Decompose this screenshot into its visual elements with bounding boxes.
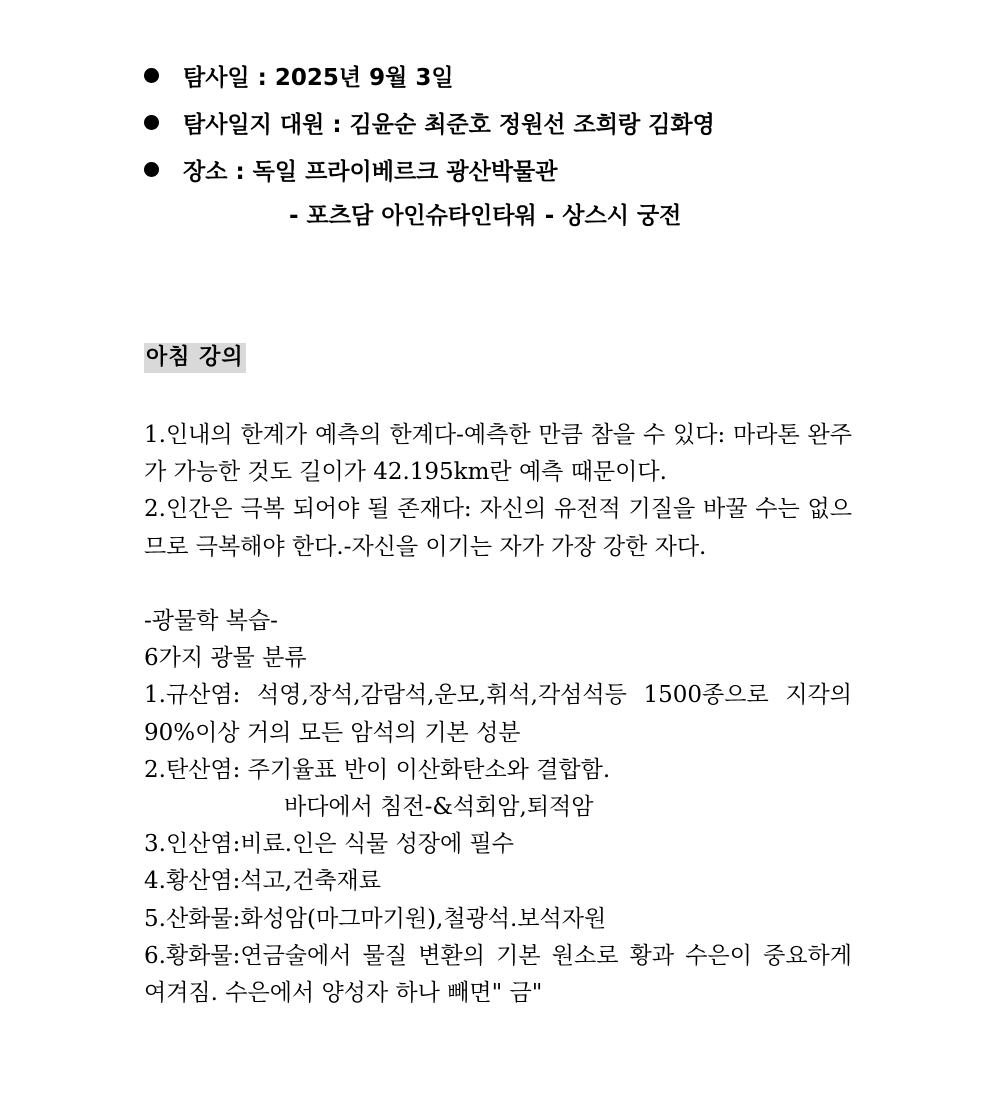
expedition-members-item [144,99,864,146]
expedition-date: 탐사일 : 2025년 9월 3일 [183,65,454,91]
mineral-class-3: 3.인산염:비료.인은 식물 성장에 필수 [144,831,514,858]
mineral-class-2-continuation: 바다에서 침전-&석회암,퇴적암 [284,794,594,821]
review-heading: -광물학 복습- [144,608,278,634]
mineral-class-4: 4.황산염:석고,건축재료 [144,868,381,895]
section-title: 아침 강의 [144,343,246,373]
lecture-body [144,417,852,1012]
lecture-paragraph-1: 1.인내의 한계가 예측의 한계다-예측한 만큼 참을 수 있다: 마라톤 완주가 가능한 것도 길이가 42.195km란 예측 때문이다. [144,422,852,486]
expedition-location-continuation: - 포츠담 아인슈타인타워 - 상스시 궁전 [289,203,682,229]
mineral-class-5: 5.산화물:화성암(마그마기원),철광석.보석자원 [144,905,607,932]
bullet-icon [144,162,159,177]
expedition-location: 장소 : 독일 프라이베르크 광산박물관 [183,159,558,185]
review-subheading: 6가지 광물 분류 [144,645,307,672]
expedition-members: 탐사일지 대원 : 김윤순 최준호 정원선 조희랑 김화영 [183,112,715,138]
expedition-date-item [144,52,864,99]
mineral-class-1: 1.규산염: 석영,장석,감람석,운모,휘석,각섬석등 1500종으로 지각의90%이상 거의 모든 암석의 기본 성분 [144,682,852,746]
blank-line [144,566,852,603]
mineral-class-2: 2.탄산염: 주기율표 반이 이산화탄소와 결합함. [144,756,611,783]
bullet-icon [144,115,159,130]
expedition-location-item [144,146,864,193]
bullet-icon [144,68,159,83]
lecture-paragraph-2: 2.인간은 극복 되어야 될 존재다: 자신의 유전적 기질을 바꿀 수는 없으므로 극복해야 한다.-자신을 이기는 자가 가장 강한 자다. [144,496,852,560]
expedition-info-list [144,52,864,240]
mineral-class-6: 6.황화물:연금술에서 물질 변환의 기본 원소로 황과 수은이 중요하게 여겨짐. 수은에서 양성자 하나 빼면" 금" [144,942,852,1007]
